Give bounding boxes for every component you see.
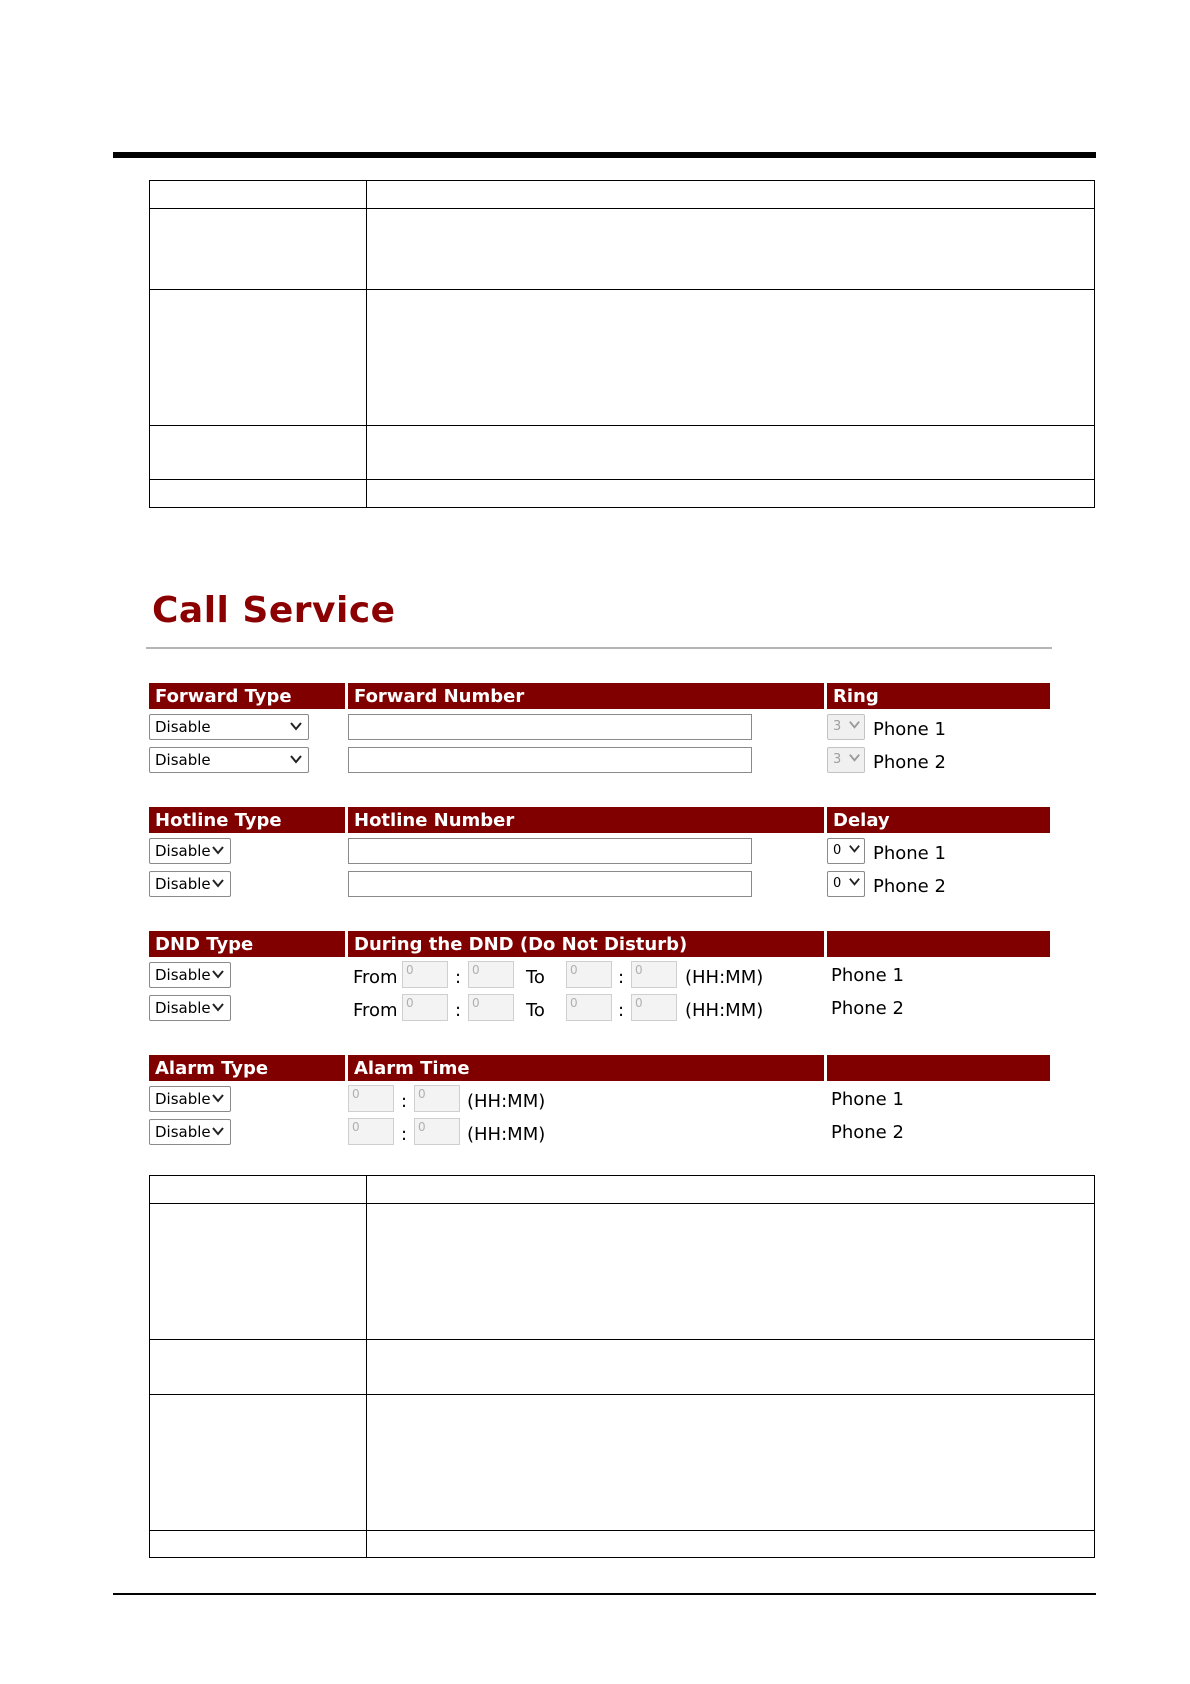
delay-select-2[interactable]: 0	[827, 871, 865, 897]
dnd-type-select-1[interactable]: Disable	[149, 962, 231, 988]
dnd-to-hour-input-2[interactable]: 0	[566, 994, 612, 1021]
time-format-label: (HH:MM)	[685, 1000, 764, 1021]
time-separator: :	[618, 967, 625, 988]
alarm-hour-input-1[interactable]: 0	[348, 1085, 394, 1112]
dnd-to-minute-input-2[interactable]: 0	[631, 994, 677, 1021]
chevron-down-icon	[211, 843, 225, 857]
chevron-down-icon	[211, 876, 225, 890]
phone-label: Phone 2	[873, 876, 946, 897]
phone-label: Phone 1	[831, 965, 904, 986]
phone-label: Phone 1	[873, 719, 946, 740]
from-label: From	[353, 967, 398, 988]
dnd-to-minute-input-1[interactable]: 0	[631, 961, 677, 988]
to-label: To	[526, 1000, 545, 1021]
alarm-minute-input-2[interactable]: 0	[414, 1118, 460, 1145]
chevron-down-icon	[289, 719, 303, 733]
time-format-label: (HH:MM)	[685, 967, 764, 988]
footer-rule	[113, 1593, 1096, 1595]
table-row	[150, 1340, 1095, 1395]
hotline-type-select-1[interactable]: Disable	[149, 838, 231, 864]
forward-type-select-2[interactable]: Disable	[149, 747, 309, 773]
alarm-hour-input-2[interactable]: 0	[348, 1118, 394, 1145]
dnd-from-hour-input-2[interactable]: 0	[402, 994, 448, 1021]
dnd-period-header: During the DND (Do Not Disturb)	[348, 931, 824, 957]
dnd-from-minute-input-1[interactable]: 0	[468, 961, 514, 988]
page-title: Call Service	[152, 590, 396, 631]
chevron-down-icon	[289, 752, 303, 766]
chevron-down-icon	[211, 1124, 225, 1138]
dnd-type-select-2[interactable]: Disable	[149, 995, 231, 1021]
ring-header: Ring	[827, 683, 1050, 709]
chevron-down-icon	[848, 718, 861, 731]
alarm-type-select-1[interactable]: Disable	[149, 1086, 231, 1112]
phone-label: Phone 2	[831, 1122, 904, 1143]
hotline-number-header: Hotline Number	[348, 807, 824, 833]
table-row	[150, 181, 1095, 209]
from-label: From	[353, 1000, 398, 1021]
forward-type-header: Forward Type	[149, 683, 345, 709]
alarm-phone-header	[827, 1055, 1050, 1081]
header-rule	[113, 152, 1096, 158]
time-format-label: (HH:MM)	[467, 1124, 546, 1145]
hotline-type-header: Hotline Type	[149, 807, 345, 833]
time-separator: :	[455, 967, 462, 988]
phone-label: Phone 2	[873, 752, 946, 773]
chevron-down-icon	[848, 751, 861, 764]
chevron-down-icon	[848, 875, 861, 888]
dnd-to-hour-input-1[interactable]: 0	[566, 961, 612, 988]
dnd-from-hour-input-1[interactable]: 0	[402, 961, 448, 988]
alarm-type-header: Alarm Type	[149, 1055, 345, 1081]
chevron-down-icon	[211, 1091, 225, 1105]
hotline-number-input-1[interactable]	[348, 838, 752, 864]
time-format-label: (HH:MM)	[467, 1091, 546, 1112]
chevron-down-icon	[211, 967, 225, 981]
delay-select-1[interactable]: 0	[827, 838, 865, 864]
forward-type-select-1[interactable]: Disable	[149, 714, 309, 740]
phone-label: Phone 1	[873, 843, 946, 864]
time-separator: :	[455, 1000, 462, 1021]
delay-header: Delay	[827, 807, 1050, 833]
forward-number-header: Forward Number	[348, 683, 824, 709]
table-row	[150, 1531, 1095, 1558]
ring-select-2[interactable]: 3	[827, 747, 865, 773]
table-row	[150, 209, 1095, 290]
forward-number-input-2[interactable]	[348, 747, 752, 773]
hotline-number-input-2[interactable]	[348, 871, 752, 897]
top-spec-table	[149, 180, 1095, 508]
table-row	[150, 426, 1095, 480]
ring-select-1[interactable]: 3	[827, 714, 865, 740]
table-row	[150, 1395, 1095, 1531]
title-divider	[146, 647, 1052, 649]
alarm-time-header: Alarm Time	[348, 1055, 824, 1081]
hotline-type-select-2[interactable]: Disable	[149, 871, 231, 897]
table-row	[150, 1176, 1095, 1204]
dnd-phone-header	[827, 931, 1050, 957]
dnd-from-minute-input-2[interactable]: 0	[468, 994, 514, 1021]
chevron-down-icon	[211, 1000, 225, 1014]
time-separator: :	[401, 1124, 408, 1145]
time-separator: :	[401, 1091, 408, 1112]
dnd-type-header: DND Type	[149, 931, 345, 957]
time-separator: :	[618, 1000, 625, 1021]
bottom-spec-table	[149, 1175, 1095, 1558]
alarm-type-select-2[interactable]: Disable	[149, 1119, 231, 1145]
forward-number-input-1[interactable]	[348, 714, 752, 740]
table-row	[150, 480, 1095, 508]
to-label: To	[526, 967, 545, 988]
table-row	[150, 1204, 1095, 1340]
phone-label: Phone 2	[831, 998, 904, 1019]
alarm-minute-input-1[interactable]: 0	[414, 1085, 460, 1112]
table-row	[150, 290, 1095, 426]
chevron-down-icon	[848, 842, 861, 855]
phone-label: Phone 1	[831, 1089, 904, 1110]
